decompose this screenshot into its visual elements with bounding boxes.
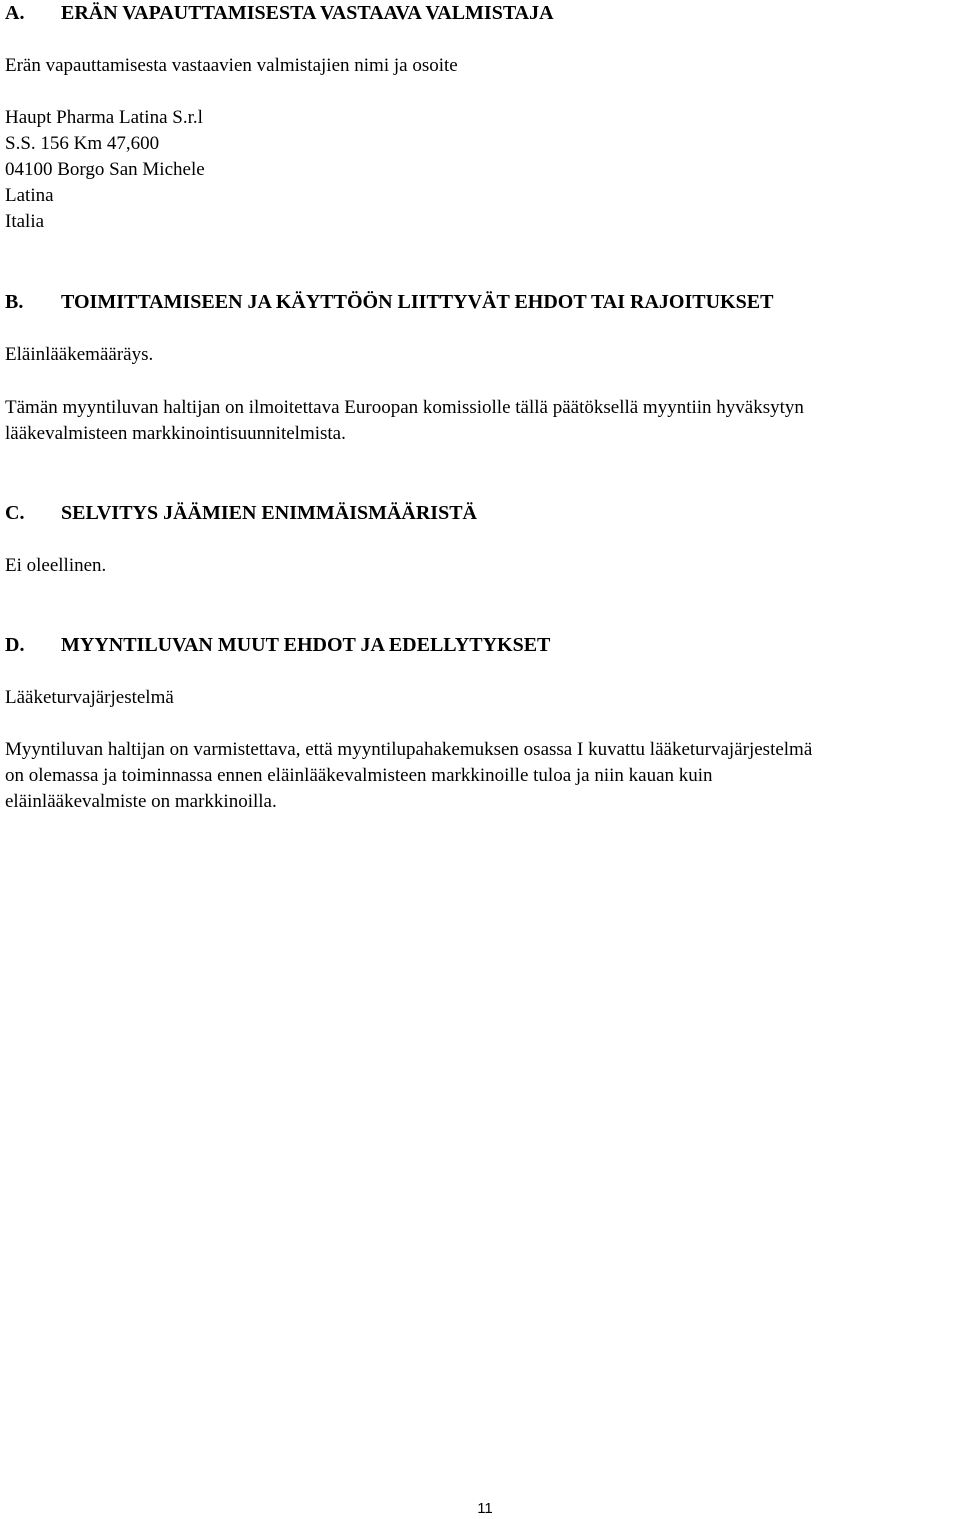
address-line: S.S. 156 Km 47,600 (5, 133, 160, 154)
section-b-title: TOIMITTAMISEEN JA KÄYTTÖÖN LIITTYVÄT EHDOT TAI RAJOITUKSET (61, 291, 774, 313)
section-b-heading (5, 289, 773, 315)
section-d-paragraph-line-3: eläinlääkevalmiste on markkinoilla. (5, 791, 277, 812)
address-line: Haupt Pharma Latina S.r.l (5, 107, 203, 128)
section-c-letter: C. (5, 502, 25, 524)
section-a-heading (5, 0, 554, 26)
section-b-paragraph-1: Eläinlääkemääräys. (5, 344, 154, 365)
section-c-title: SELVITYS JÄÄMIEN ENIMMÄISMÄÄRISTÄ (61, 502, 477, 524)
section-c-paragraph: Ei oleellinen. (5, 555, 107, 576)
manufacturer-address (5, 105, 205, 235)
section-c-heading (5, 500, 477, 526)
page-number: 11 (477, 1500, 493, 1517)
address-line: Italia (5, 211, 45, 232)
section-a-title: ERÄN VAPAUTTAMISESTA VASTAAVA VALMISTAJA (61, 2, 554, 24)
section-a-subheading: Erän vapauttamisesta vastaavien valmistajien nimi ja osoite (5, 55, 458, 76)
section-d-title: MYYNTILUVAN MUUT EHDOT JA EDELLYTYKSET (61, 634, 551, 656)
section-d-letter: D. (5, 634, 25, 656)
section-b-paragraph-2-line-2: lääkevalmisteen markkinointisuunnitelmista. (5, 423, 346, 444)
section-d-subheading: Lääketurvajärjestelmä (5, 687, 174, 708)
section-b-paragraph-2-line-1: Tämän myyntiluvan haltijan on ilmoitettava Euroopan komissiolle tällä päätöksellä myyntiin hyväksytyn (5, 397, 804, 418)
section-a-letter: A. (5, 2, 25, 24)
section-b-letter: B. (5, 291, 24, 313)
section-d-paragraph-line-1: Myyntiluvan haltijan on varmistettava, että myyntilupahakemuksen osassa I kuvattu lääketurvajärjestelmä (5, 739, 813, 760)
section-d-heading (5, 632, 550, 658)
section-d-paragraph-line-2: on olemassa ja toiminnassa ennen eläinlääkevalmisteen markkinoille tuloa ja niin kauan kuin (5, 765, 713, 786)
address-line: 04100 Borgo San Michele (5, 159, 205, 180)
address-line: Latina (5, 185, 54, 206)
